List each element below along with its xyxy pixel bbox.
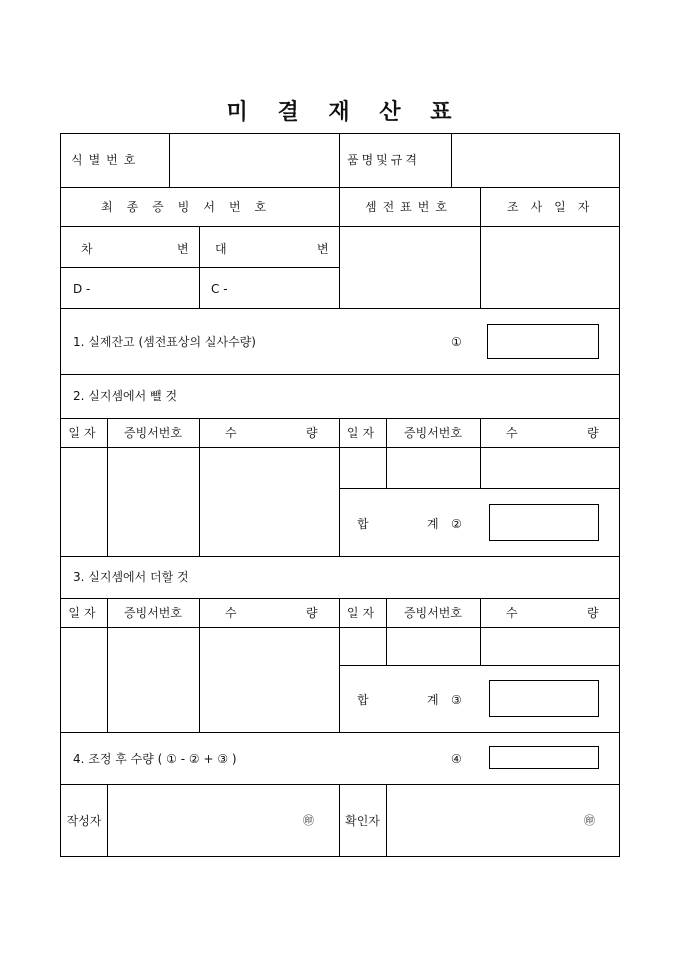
col-quantity-end: 량 [587, 426, 599, 440]
confirmer-label: 확인자 [345, 814, 380, 828]
debit-label-end: 변 [177, 242, 189, 256]
col-quantity: 수 [225, 426, 237, 440]
section-3-marker: ③ [451, 693, 462, 707]
row-line [61, 308, 619, 309]
column-line [339, 187, 340, 308]
credit-label: 대 [215, 242, 227, 256]
credit-value: C - [211, 282, 228, 296]
row-line [61, 187, 619, 188]
row-line [339, 488, 619, 489]
column-line [480, 598, 481, 665]
column-line [169, 134, 170, 187]
total-label: 합 [357, 693, 369, 707]
form-title: 미 결 재 산 표 [226, 99, 454, 125]
debit-value: D - [73, 282, 91, 296]
total-label-end: 계 [427, 517, 439, 531]
row-line [61, 267, 339, 268]
column-line [199, 418, 200, 556]
total-label-end: 계 [427, 693, 439, 707]
author-label: 작성자 [66, 814, 102, 828]
add-total-input[interactable] [489, 680, 599, 717]
seal-icon: ㊞ [584, 814, 595, 827]
section-4-marker: ④ [451, 752, 462, 766]
row-line [61, 374, 619, 375]
row-line [61, 627, 619, 628]
subtract-total-input[interactable] [489, 504, 599, 541]
survey-date-label: 조사일자 [507, 200, 602, 214]
row-line [61, 447, 619, 448]
col-quantity: 수 [225, 606, 237, 620]
row-line [61, 418, 619, 419]
col-quantity: 수 [506, 606, 518, 620]
col-voucher-no: 증빙서번호 [404, 606, 462, 620]
column-line [386, 784, 387, 856]
row-line [61, 598, 619, 599]
col-quantity-end: 량 [587, 606, 599, 620]
section-2-label: 2. 실지셈에서 뺄 것 [73, 389, 178, 403]
column-line [451, 134, 452, 187]
column-line [199, 226, 200, 308]
column-line [199, 598, 200, 732]
total-label: 합 [357, 517, 369, 531]
row-line [61, 784, 619, 785]
col-quantity-end: 량 [306, 426, 318, 440]
col-voucher-no: 증빙서번호 [404, 426, 462, 440]
column-line [480, 418, 481, 488]
row-line [61, 226, 619, 227]
final-voucher-number-label: 최종증빙서번호 [101, 200, 281, 214]
col-voucher-no: 증빙서번호 [124, 426, 182, 440]
adjusted-quantity-input[interactable] [489, 746, 599, 769]
debit-label: 차 [81, 242, 93, 256]
item-spec-label: 품명및규격 [347, 153, 420, 167]
col-date: 일자 [346, 426, 379, 440]
actual-balance-input[interactable] [487, 324, 599, 359]
section-3-label: 3. 실지셈에서 더할 것 [73, 570, 189, 584]
credit-label-end: 변 [317, 242, 329, 256]
cell-ticket-number-label: 셈전표번호 [365, 200, 453, 214]
col-date: 일자 [68, 426, 100, 440]
row-line [61, 732, 619, 733]
row-line [61, 556, 619, 557]
settlement-form [60, 133, 620, 857]
section-1-marker: ① [451, 335, 462, 349]
column-line [107, 784, 108, 856]
section-1-label: 1. 실제잔고 (셈전표상의 실사수량) [73, 335, 256, 349]
col-quantity: 수 [506, 426, 518, 440]
col-date: 일자 [346, 606, 379, 620]
col-date: 일자 [68, 606, 100, 620]
section-4-label: 4. 조정 후 수량 ( ① - ② + ③ ) [73, 752, 237, 766]
section-2-marker: ② [451, 517, 462, 531]
column-line [339, 134, 340, 187]
col-quantity-end: 량 [306, 606, 318, 620]
seal-icon: ㊞ [303, 814, 314, 827]
id-number-label: 식별번호 [71, 153, 142, 167]
col-voucher-no: 증빙서번호 [124, 606, 182, 620]
row-line [339, 665, 619, 666]
column-line [480, 187, 481, 308]
